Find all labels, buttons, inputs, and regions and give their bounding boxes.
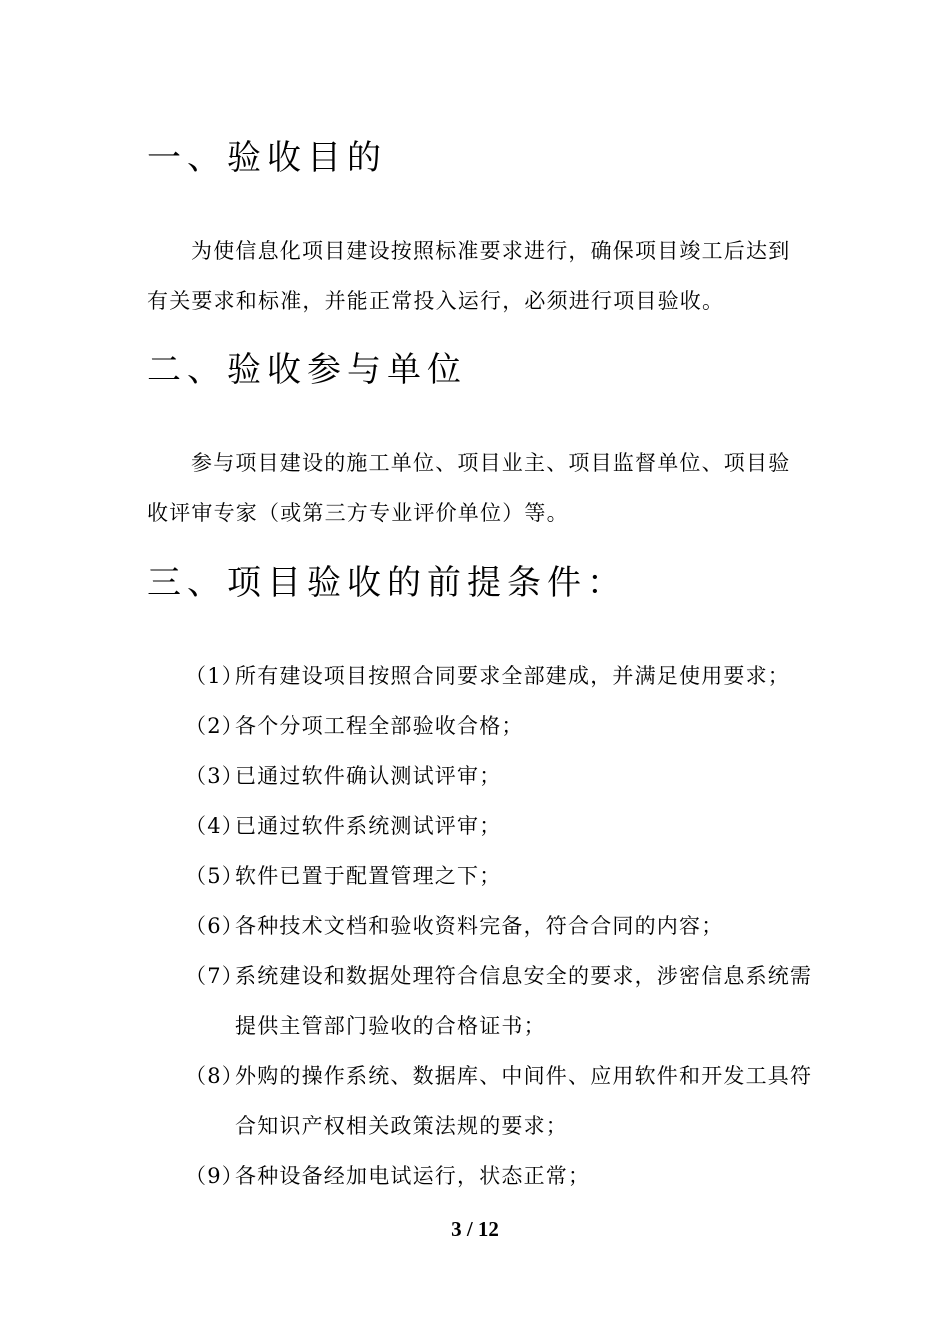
condition-number: （4） (185, 814, 244, 838)
section-heading-prerequisites: 三、项目验收的前提条件： (147, 563, 627, 603)
condition-text: 已通过软件确认测试评审； (235, 764, 502, 788)
section-heading-participants: 二、验收参与单位 (147, 350, 467, 390)
condition-item-1 (185, 651, 815, 701)
condition-item-6 (185, 901, 815, 951)
condition-number: （1） (185, 664, 244, 688)
condition-number: （3） (185, 764, 244, 788)
condition-text: 外购的操作系统、数据库、中间件、应用软件和开发工具符合知识产权相关政策法规的要求； (235, 1064, 813, 1138)
page-number: 3 / 12 (451, 1217, 499, 1241)
condition-text: 系统建设和数据处理符合信息安全的要求，涉密信息系统需提供主管部门验收的合格证书； (235, 964, 813, 1038)
condition-text: 各种设备经加电试运行，状态正常； (235, 1164, 591, 1188)
paragraph-purpose-text: 为使信息化项目建设按照标准要求进行，确保项目竣工后达到有关要求和标准，并能正常投入运行，必须进行项目验收。 (147, 239, 791, 313)
section-heading-purpose: 一、验收目的 (147, 138, 387, 178)
condition-item-9 (185, 1151, 815, 1201)
condition-text: 软件已置于配置管理之下； (235, 864, 502, 888)
condition-number: （6） (185, 914, 244, 938)
condition-item-4 (185, 801, 815, 851)
condition-number: （7） (185, 964, 244, 988)
condition-text: 各种技术文档和验收资料完备，符合合同的内容； (235, 914, 724, 938)
condition-item-3 (185, 751, 815, 801)
condition-number: （5） (185, 864, 244, 888)
paragraph-participants (147, 438, 811, 538)
condition-number: （8） (185, 1064, 244, 1088)
condition-item-5 (185, 851, 815, 901)
condition-item-8 (185, 1051, 815, 1151)
condition-text: 所有建设项目按照合同要求全部建成，并满足使用要求； (235, 664, 790, 688)
condition-item-7 (185, 951, 815, 1051)
condition-number: （2） (185, 714, 244, 738)
condition-text: 各个分项工程全部验收合格； (235, 714, 524, 738)
condition-item-2 (185, 701, 815, 751)
condition-text: 已通过软件系统测试评审； (235, 814, 502, 838)
paragraph-purpose (147, 226, 811, 326)
condition-number: （9） (185, 1164, 244, 1188)
paragraph-participants-text: 参与项目建设的施工单位、项目业主、项目监督单位、项目验收评审专家（或第三方专业评价单位）等。 (147, 451, 791, 525)
